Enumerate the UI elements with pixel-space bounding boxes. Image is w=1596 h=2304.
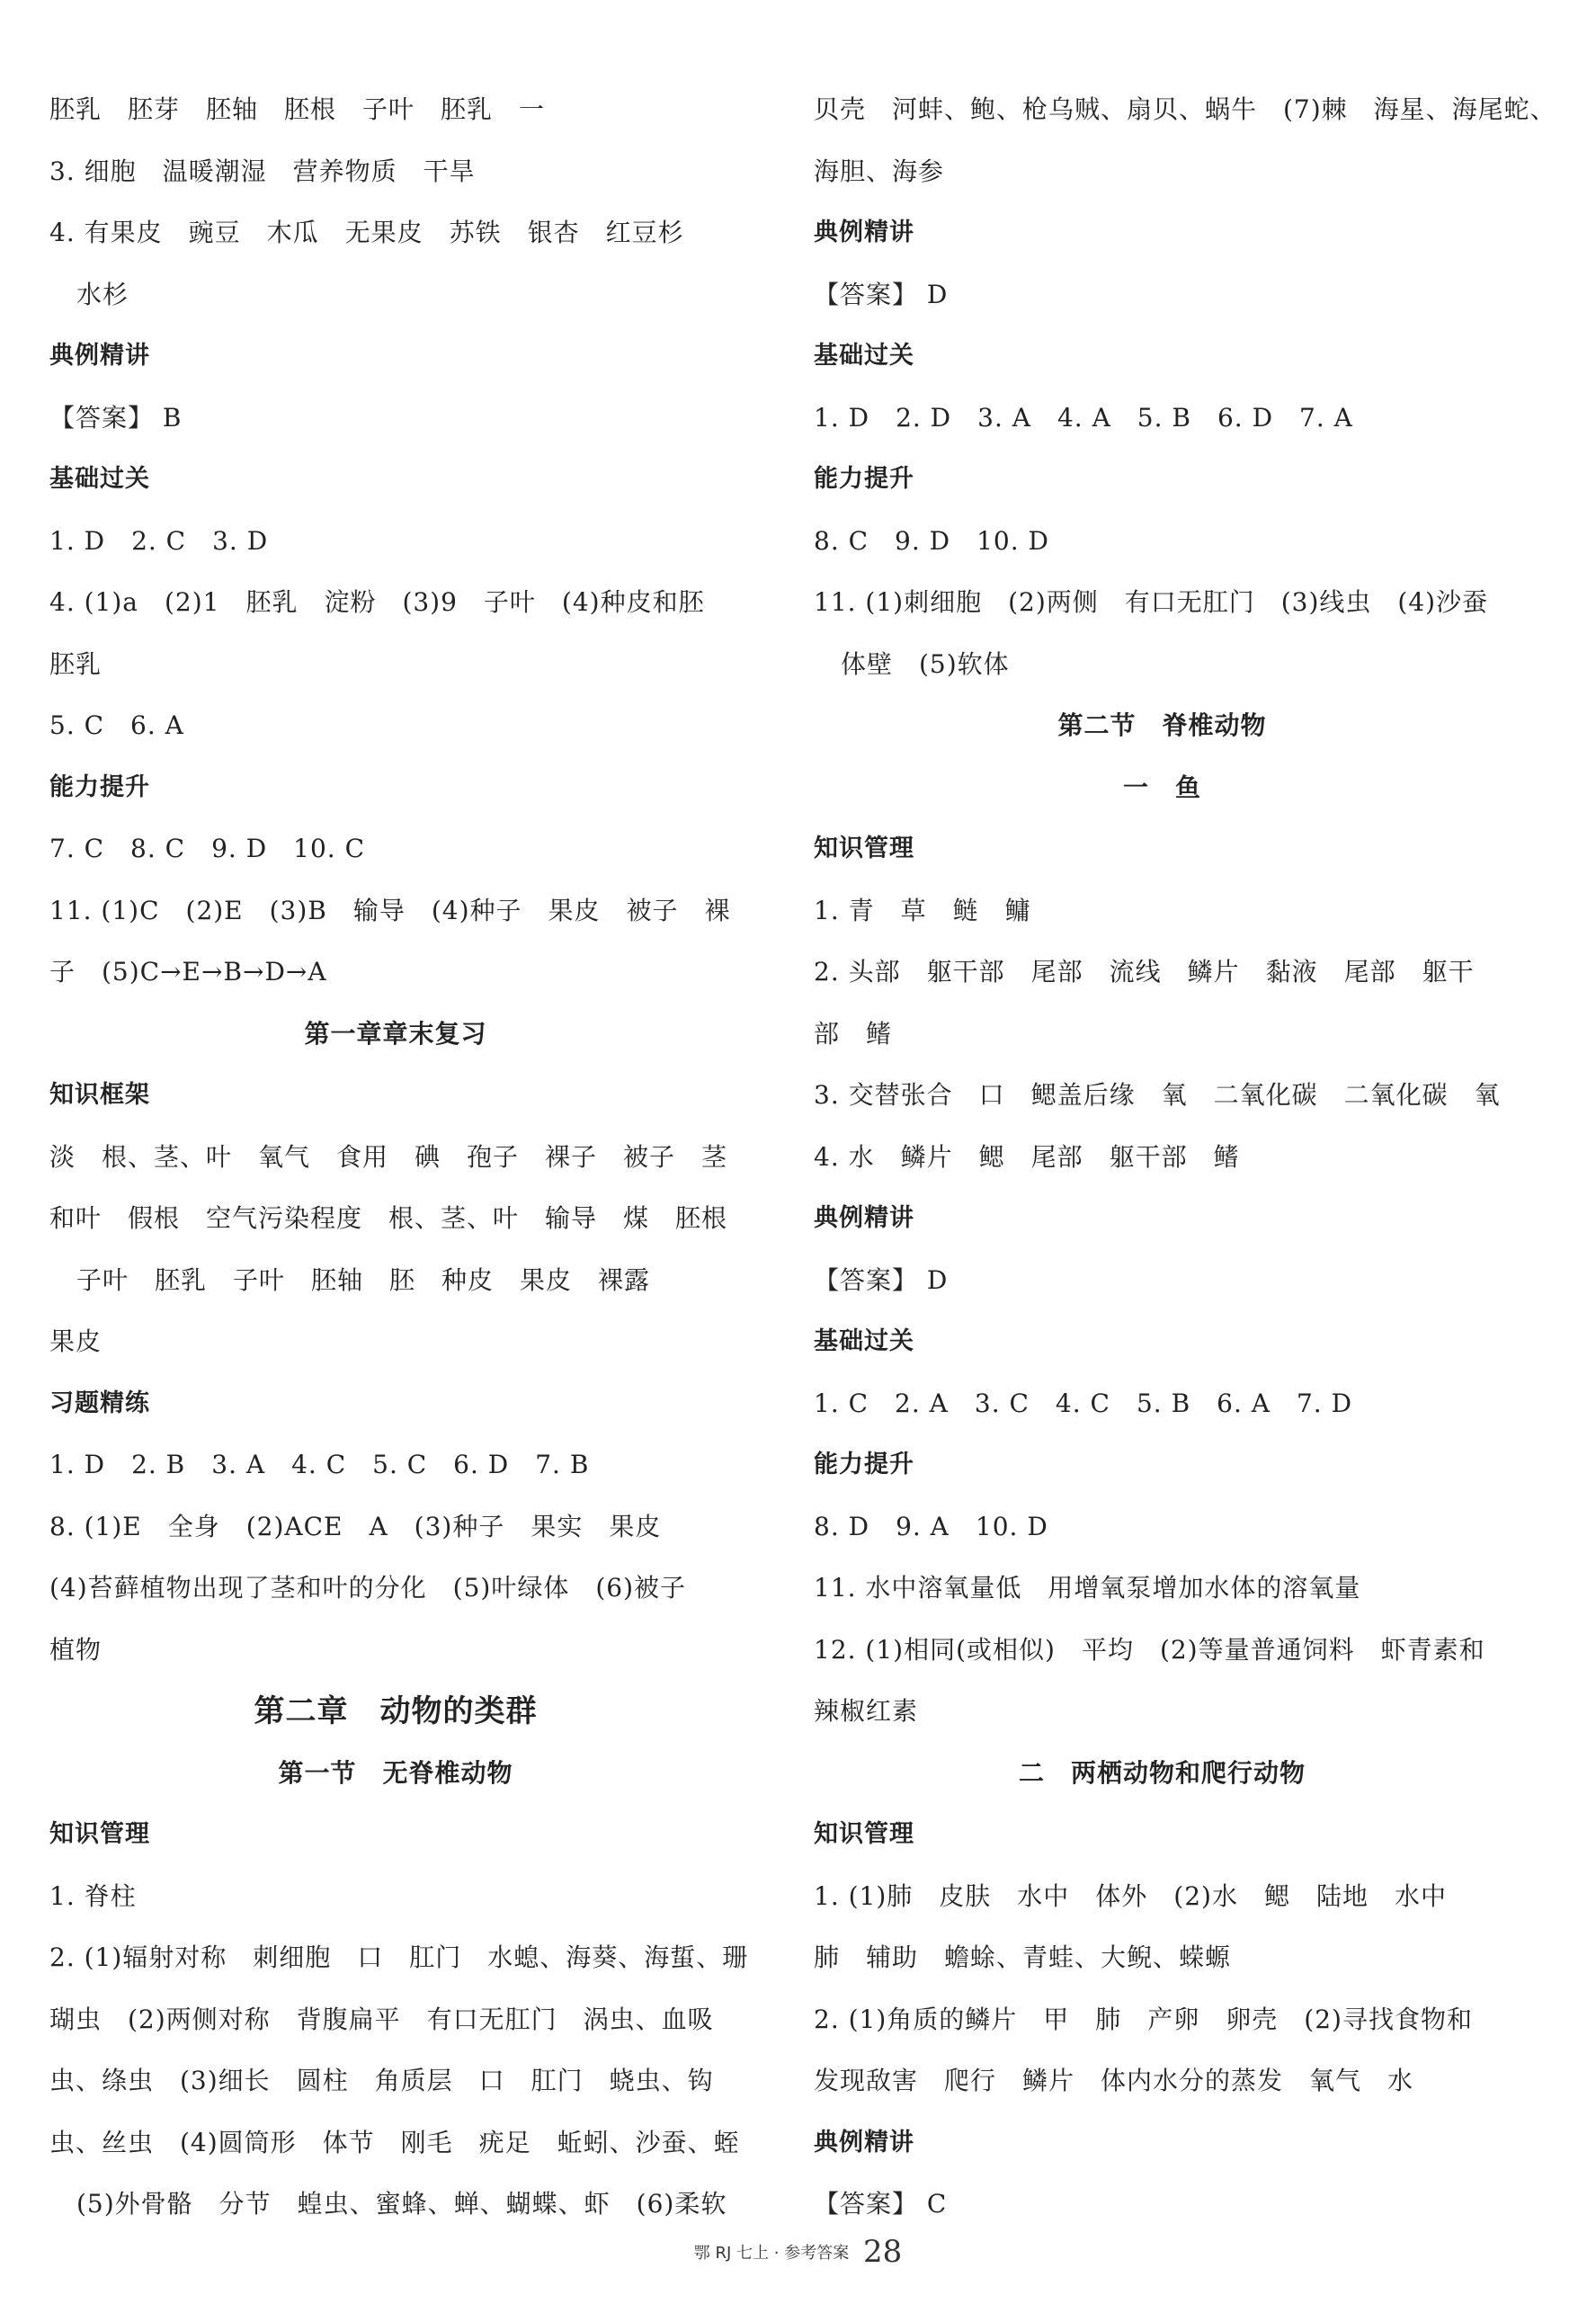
chapter-title: 第一章章末复习 <box>304 1018 487 1049</box>
answer-line: 8. D 9. A 10. D <box>814 1511 1048 1541</box>
answer-line: (5)外骨骼 分节 蝗虫、蜜蜂、蝉、蝴蝶、虾 (6)柔软 <box>76 2189 727 2219</box>
section-heading: 知识管理 <box>814 1820 914 1848</box>
answer-line: 2. (1)辐射对称 刺细胞 口 肛门 水螅、海葵、海蜇、珊 <box>49 1942 749 1972</box>
answer-line: 2. (1)角质的鳞片 甲 肺 产卵 卵壳 (2)寻找食物和 <box>814 2004 1473 2034</box>
answer-line: 1. D 2. C 3. D <box>49 525 269 556</box>
section-heading: 基础过关 <box>49 465 150 493</box>
answer-line: 1. D 2. D 3. A 4. A 5. B 6. D 7. A <box>814 402 1353 433</box>
section-heading: 典例精讲 <box>814 219 914 246</box>
answer-line: 海胆、海参 <box>814 156 945 186</box>
answer-line: 瑚虫 (2)两侧对称 背腹扁平 有口无肛门 涡虫、血吸 <box>49 2004 714 2034</box>
answer-line: 5. C 6. A <box>49 710 184 740</box>
chapter-title: 第二章 动物的类群 <box>254 1693 538 1729</box>
section-heading: 知识管理 <box>814 835 914 862</box>
answer-line: 部 鳍 <box>814 1018 893 1049</box>
section-heading: 基础过关 <box>814 1327 914 1355</box>
answer-line: 1. C 2. A 3. C 4. C 5. B 6. A 7. D <box>814 1388 1353 1418</box>
answer-line: 植物 <box>49 1634 103 1665</box>
answer-line: 8. C 9. D 10. D <box>814 525 1049 556</box>
answer-line: 3. 细胞 温暖潮湿 营养物质 干旱 <box>49 156 476 186</box>
footer-label: 鄂 RJ 七上 · 参考答案 <box>693 2244 850 2263</box>
answer-line: 2. 头部 躯干部 尾部 流线 鳞片 黏液 尾部 躯干 <box>814 957 1475 987</box>
answer-line: 发现敌害 爬行 鳞片 体内水分的蒸发 氧气 水 <box>814 2066 1414 2095</box>
chapter-title: 第二节 脊椎动物 <box>1057 710 1267 740</box>
answer-line: 【答案】 C <box>814 2189 948 2219</box>
answer-line: (4)苔藓植物出现了茎和叶的分化 (5)叶绿体 (6)被子 <box>49 1573 686 1603</box>
answer-line: 11. (1)刺细胞 (2)两侧 有口无肛门 (3)线虫 (4)沙蚕 <box>814 587 1489 617</box>
answer-line: 辣椒红素 <box>814 1696 919 1726</box>
page-footer <box>0 2234 1596 2270</box>
answer-line: 1. D 2. B 3. A 4. C 5. C 6. D 7. B <box>49 1450 590 1479</box>
answer-line: 肺 辅助 蟾蜍、青蛙、大鲵、蝾螈 <box>814 1942 1232 1972</box>
answer-line: 果皮 <box>49 1326 103 1356</box>
answer-line: 体壁 (5)软体 <box>841 648 1010 679</box>
answer-line: 3. 交替张合 口 鳃盖后缘 氧 二氧化碳 二氧化碳 氧 <box>814 1080 1501 1110</box>
answer-line: 4. 水 鳞片 鳃 尾部 躯干部 鳍 <box>814 1141 1240 1172</box>
chapter-title: 二 两栖动物和爬行动物 <box>1018 1757 1306 1788</box>
section-heading: 能力提升 <box>49 772 150 801</box>
section-heading: 能力提升 <box>814 465 914 493</box>
chapter-title: 第一节 无脊椎动物 <box>278 1757 513 1788</box>
section-heading: 知识管理 <box>49 1820 150 1848</box>
answer-line: 淡 根、茎、叶 氧气 食用 碘 孢子 裸子 被子 茎 <box>49 1141 728 1172</box>
answer-line: 【答案】 B <box>49 402 183 433</box>
answer-line: 虫、绦虫 (3)细长 圆柱 角质层 口 肛门 蛲虫、钩 <box>49 2066 714 2095</box>
answer-line: 虫、丝虫 (4)圆筒形 体节 刚毛 疣足 蚯蚓、沙蚕、蛭 <box>49 2127 740 2157</box>
answer-line: 胚乳 胚芽 胚轴 胚根 子叶 胚乳 一 <box>49 94 546 124</box>
answer-line: 【答案】 D <box>814 1264 949 1295</box>
answer-line: 1. 青 草 鲢 鳙 <box>814 895 1031 925</box>
answer-line: 子叶 胚乳 子叶 胚轴 胚 种皮 果皮 裸露 <box>76 1264 651 1295</box>
section-heading: 能力提升 <box>814 1451 914 1478</box>
section-heading: 知识框架 <box>49 1081 150 1109</box>
left-column <box>49 79 749 2236</box>
answer-line: 7. C 8. C 9. D 10. C <box>49 834 365 863</box>
answer-line: 4. 有果皮 豌豆 木瓜 无果皮 苏铁 银杏 红豆杉 <box>49 218 684 247</box>
answer-line: 【答案】 D <box>814 279 949 309</box>
section-heading: 习题精练 <box>49 1389 150 1417</box>
answer-line: 1. 脊柱 <box>49 1880 137 1911</box>
answer-line: 11. 水中溶氧量低 用增氧泵增加水体的溶氧量 <box>814 1573 1361 1603</box>
answer-line: 子 (5)C→E→B→D→A <box>49 957 327 987</box>
right-column <box>814 79 1556 2236</box>
answer-line: 贝壳 河蚌、鲍、枪乌贼、扇贝、蜗牛 (7)棘 海星、海尾蛇、 <box>814 94 1556 124</box>
chapter-title: 一 鱼 <box>1122 772 1201 802</box>
section-heading: 典例精讲 <box>49 342 150 370</box>
section-heading: 基础过关 <box>814 342 914 370</box>
answer-line: 11. (1)C (2)E (3)B 输导 (4)种子 果皮 被子 裸 <box>49 895 731 925</box>
page-number: 28 <box>862 2234 903 2270</box>
answer-line: 4. (1)a (2)1 胚乳 淀粉 (3)9 子叶 (4)种皮和胚 <box>49 587 705 617</box>
answer-line: 和叶 假根 空气污染程度 根、茎、叶 输导 煤 胚根 <box>49 1203 728 1233</box>
answer-line: 胚乳 <box>49 648 103 679</box>
answer-line: 12. (1)相同(或相似) 平均 (2)等量普通饲料 虾青素和 <box>814 1634 1485 1665</box>
section-heading: 典例精讲 <box>814 2128 914 2157</box>
answer-line: 8. (1)E 全身 (2)ACE A (3)种子 果实 果皮 <box>49 1511 662 1541</box>
answer-line: 1. (1)肺 皮肤 水中 体外 (2)水 鳃 陆地 水中 <box>814 1880 1447 1911</box>
section-heading: 典例精讲 <box>814 1204 914 1232</box>
answer-line: 水杉 <box>76 279 129 309</box>
